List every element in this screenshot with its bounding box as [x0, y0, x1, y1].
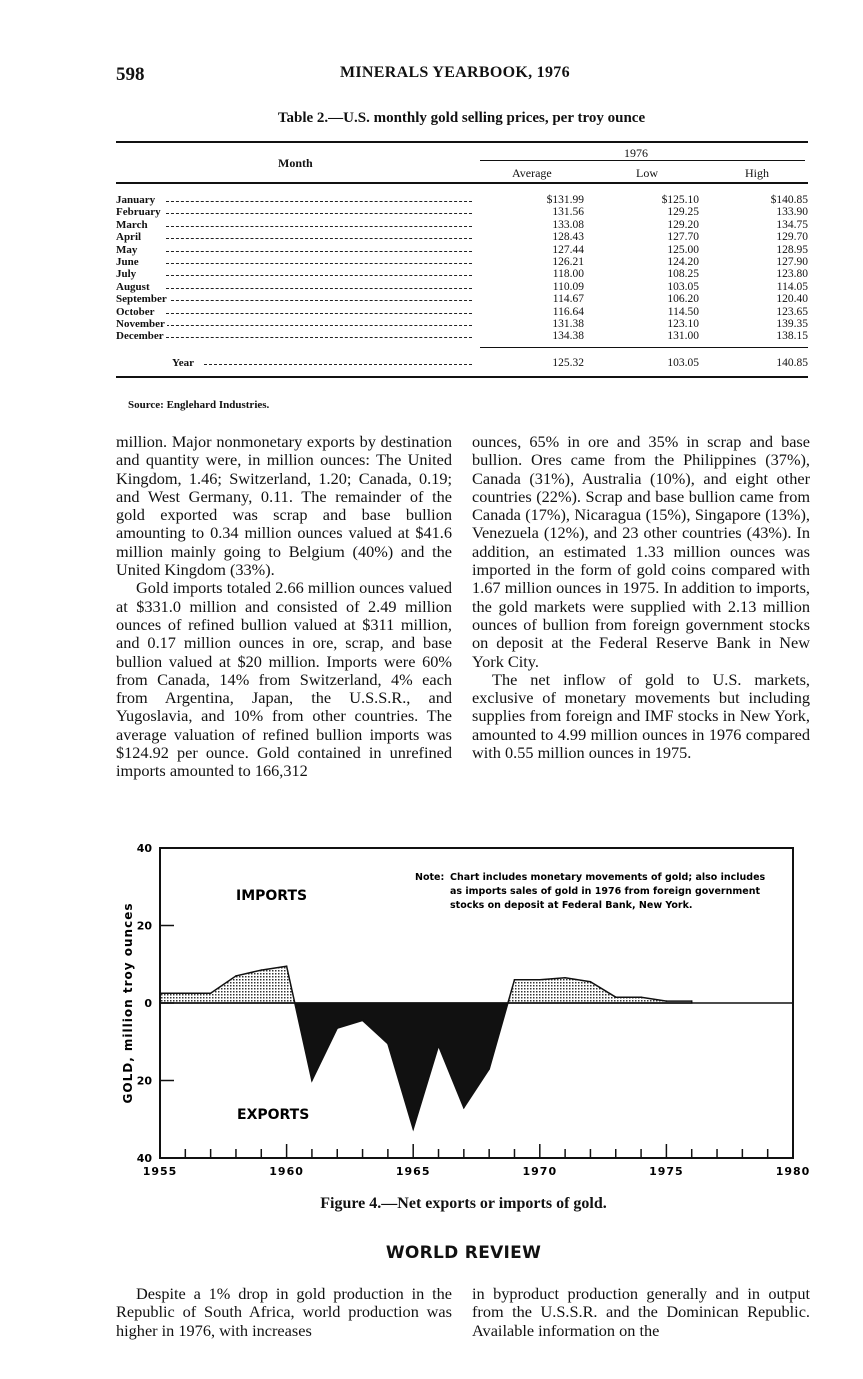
data-point-1961	[311, 1080, 313, 1082]
table-row	[116, 281, 808, 293]
chart-fills	[159, 965, 692, 1129]
exports-area	[295, 1003, 508, 1129]
month-cell: August	[116, 280, 150, 293]
low-cell: 114.50	[667, 305, 699, 318]
average-cell: 114.67	[552, 293, 584, 306]
running-title: MINERALS YEARBOOK, 1976	[340, 64, 570, 81]
year-row-label: Year	[172, 357, 194, 369]
low-cell: 106.20	[667, 293, 699, 306]
body-column-right	[472, 433, 810, 762]
average-cell: 127.44	[552, 243, 584, 256]
average-cell: 118.00	[552, 268, 584, 281]
table-sum-rule	[480, 347, 808, 348]
table-row	[116, 231, 808, 243]
data-point-1970	[539, 979, 541, 981]
data-point-1968	[488, 1068, 490, 1070]
table-row	[116, 293, 808, 305]
data-point-1966	[438, 1045, 440, 1047]
table-title: Table 2.—U.S. monthly gold selling prices, per troy ounce	[277, 110, 646, 126]
low-cell: $125.10	[661, 194, 699, 206]
high-cell: 134.75	[776, 218, 808, 231]
table-row	[116, 244, 808, 256]
data-point-1973	[615, 996, 617, 998]
low-header: Low	[636, 166, 658, 180]
month-cell: September	[116, 293, 167, 306]
table-row	[116, 206, 808, 218]
average-header: Average	[512, 166, 552, 180]
high-cell: 120.40	[776, 293, 808, 306]
average-cell: 133.08	[552, 218, 584, 231]
table-row	[116, 256, 808, 268]
paragraph: Despite a 1% drop in gold production in the Republic of South Africa, world production was higher in 1976, with increases	[116, 1284, 452, 1340]
x-tick-label: 1975	[649, 1165, 684, 1178]
x-tick-label: 1970	[522, 1165, 558, 1178]
high-cell: 138.15	[776, 330, 808, 343]
year-average: 125.32	[552, 357, 584, 369]
page-number: 598	[116, 64, 145, 85]
average-cell: 134.38	[552, 330, 584, 343]
low-cell: 129.20	[667, 218, 699, 231]
table-row	[116, 318, 808, 330]
paragraph: ounces, 65% in ore and 35% in scrap and base bullion. Ores came from the Philippines (37%), Canada (31%), Australia (10%), and eight other countries (22%). Scrap and base bullion came from Canada (17%), Nicaragua (15%), Singapore (13%), Venezuela (12%), and 23 other countries (43%). In addition, an estimated 1.33 million ounces was imported in the form of gold coins compared with 1.67 million ounces in 1975. In addition to imports, the gold markets were supplied with 2.13 million ounces of bullion from foreign government stocks on deposit at the Federal Reserve Bank in New York City.	[472, 432, 810, 671]
data-point-1969	[514, 979, 516, 981]
paragraph: Gold imports totaled 2.66 million ounces valued at $331.0 million and consisted of 2.49 million ounces of refined bullion valued at $311 million, and 0.17 million ounces in ore, scrap, and base bullion valued at $20 million. Imports were 60% from Canada, 14% from Switzerland, 4% each from Argentina, Japan, the U.S.S.R., and Yugoslavia, and 10% from other countries. The average valuation of refined bullion imports was $124.92 per ounce. Gold contained in unrefined imports amounted to 166,312	[116, 578, 452, 781]
data-point-1976	[691, 1000, 693, 1002]
average-cell: $131.99	[546, 194, 584, 206]
month-cell: July	[116, 268, 137, 281]
data-point-1958	[235, 975, 237, 977]
average-cell: 131.38	[552, 318, 584, 330]
average-cell: 131.56	[552, 206, 584, 219]
table-bottom-rule	[116, 376, 808, 378]
table-row	[116, 219, 808, 231]
y-axis-label: GOLD, million troy ounces	[121, 902, 135, 1104]
average-cell: 116.64	[552, 305, 584, 318]
world-review-column-right	[472, 1285, 810, 1340]
average-cell: 126.21	[552, 256, 584, 268]
paragraph: in byproduct production generally and in output from the U.S.S.R. and the Dominican Republic. Available information on the	[472, 1284, 810, 1340]
month-cell: June	[116, 256, 139, 268]
data-point-1972	[590, 981, 592, 983]
low-cell: 129.25	[667, 206, 699, 219]
imports-area	[160, 966, 295, 1003]
high-header: High	[745, 166, 769, 180]
high-cell: 129.70	[776, 231, 808, 244]
table-row	[116, 268, 808, 280]
note-line-2: as imports sales of gold in 1976 from foreign government	[450, 886, 761, 897]
month-cell: December	[116, 330, 164, 343]
note-line-3: stocks on deposit at Federal Bank, New York.	[450, 900, 693, 911]
paragraph: million. Major nonmonetary exports by destination and quantity were, in million ounces: The United Kingdom, 1.46; Switzerland, 1.20; Canada, 0.19; and West Germany, 0.11. The remainder of the gold exported was scrap and base bullion amounting to 0.34 million ounces valued at $41.6 million mainly going to Belgium (40%) and the United Kingdom (33%).	[116, 432, 452, 580]
x-tick-label: 1980	[775, 1165, 811, 1178]
month-cell: April	[116, 231, 142, 244]
y-tick-label: 20	[136, 1074, 152, 1088]
table-top-rule	[116, 141, 808, 143]
exports-label: EXPORTS	[237, 1107, 310, 1123]
year-header: 1976	[624, 146, 648, 160]
y-tick-label: 20	[136, 919, 152, 933]
data-point-1959	[261, 969, 263, 971]
high-cell: 128.95	[776, 243, 808, 256]
y-tick-label: 40	[136, 842, 152, 855]
table-header-rule	[116, 182, 808, 184]
table-row	[116, 330, 808, 342]
low-cell: 108.25	[667, 268, 699, 281]
x-tick-label: 1965	[395, 1165, 431, 1178]
world-review-column-left	[116, 1285, 452, 1340]
high-cell: 123.80	[776, 268, 808, 281]
y-tick-label: 0	[144, 997, 152, 1010]
data-point-1963	[362, 1020, 364, 1022]
low-cell: 124.20	[667, 256, 699, 268]
table-year-row	[116, 357, 808, 369]
high-cell: 123.65	[776, 305, 808, 318]
month-cell: November	[116, 318, 165, 330]
month-header: Month	[278, 156, 313, 170]
figure-caption: Figure 4.—Net exports or imports of gold.	[320, 1195, 607, 1212]
data-point-1956	[185, 993, 187, 995]
note-line-1: Chart includes monetary movements of gold; also includes	[450, 872, 766, 883]
high-cell: 127.90	[776, 256, 808, 268]
paragraph: The net inflow of gold to U.S. markets, exclusive of monetary movements but including supplies from foreign and IMF stocks in New York, amounted to 4.99 million ounces in 1976 compared with 0.55 million ounces in 1975.	[472, 669, 810, 763]
month-cell: March	[116, 218, 148, 231]
month-cell: May	[116, 243, 138, 256]
month-cell: October	[116, 305, 155, 318]
low-cell: 123.10	[667, 318, 699, 330]
year-high: 140.85	[776, 357, 808, 369]
year-low: 103.05	[667, 357, 699, 369]
month-cell: February	[116, 206, 161, 219]
data-point-1971	[564, 977, 566, 979]
data-point-1967	[463, 1107, 465, 1109]
high-cell: 133.90	[776, 206, 808, 219]
data-point-1960	[286, 965, 288, 967]
y-tick-label: 40	[136, 1152, 152, 1165]
average-cell: 128.43	[552, 231, 584, 244]
data-point-1957	[210, 993, 212, 995]
low-cell: 125.00	[667, 243, 699, 256]
imports-label: IMPORTS	[236, 888, 308, 904]
data-point-1965	[412, 1128, 414, 1130]
low-cell: 127.70	[667, 231, 699, 244]
x-tick-label: 1960	[269, 1165, 304, 1178]
section-heading: WORLD REVIEW	[385, 1243, 542, 1263]
high-cell: 139.35	[776, 318, 808, 330]
low-cell: 131.00	[667, 330, 699, 343]
high-cell: 114.05	[776, 280, 808, 293]
x-tick-label: 1955	[142, 1165, 178, 1178]
gold-chart	[110, 838, 830, 1183]
data-point-1964	[387, 1043, 389, 1045]
data-point-1974	[640, 996, 642, 998]
data-point-1962	[336, 1027, 338, 1029]
table-row	[116, 306, 808, 318]
high-cell: $140.85	[770, 194, 808, 206]
imports-area	[508, 978, 692, 1003]
note-prefix: Note:	[415, 872, 445, 883]
table-row	[116, 194, 808, 206]
data-point-1975	[666, 1000, 668, 1002]
low-cell: 103.05	[667, 280, 699, 293]
month-cell: January	[116, 194, 156, 206]
average-cell: 110.09	[552, 280, 584, 293]
body-column-left	[116, 433, 452, 781]
source-note: Source: Englehard Industries.	[128, 399, 270, 411]
